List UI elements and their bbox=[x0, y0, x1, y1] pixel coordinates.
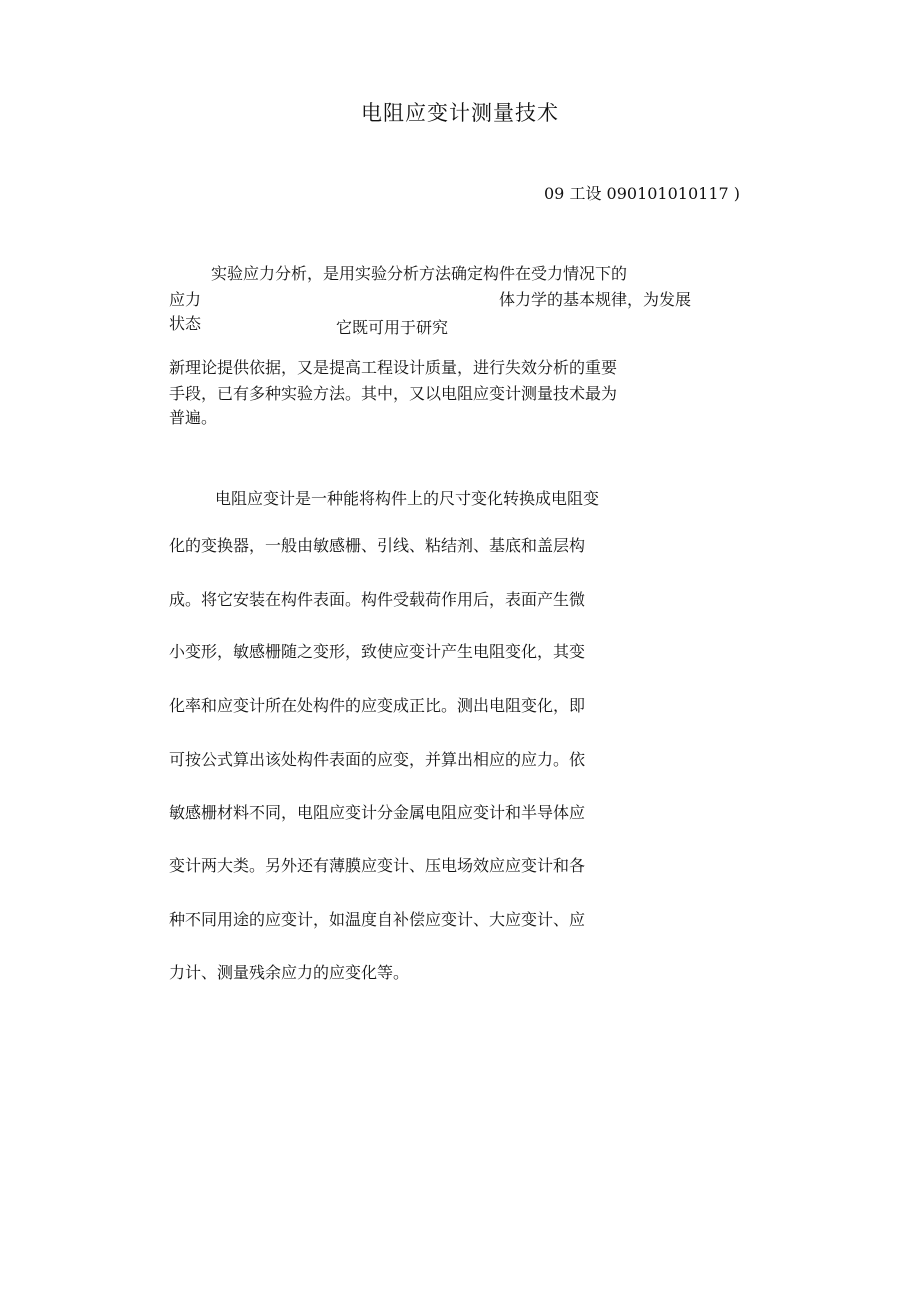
paragraph-line: 新理论提供依据，又是提高工程设计质量，进行失效分析的重要 bbox=[169, 358, 618, 377]
page-title: 电阻应变计测量技术 bbox=[361, 101, 559, 125]
intro-line: 它既可用于研究 bbox=[336, 318, 449, 337]
paragraph-line: 力计、测量残余应力的应变化等。 bbox=[169, 963, 410, 982]
intro-line: 体力学的基本规律，为发展 bbox=[499, 290, 692, 309]
paragraph-line: 成。将它安装在构件表面。构件受载荷作用后，表面产生微 bbox=[169, 590, 586, 609]
author-line: 09 工设 090101010117 ) bbox=[544, 184, 741, 203]
intro-line: 状态 bbox=[169, 314, 202, 333]
intro-line: 应力 bbox=[169, 290, 202, 309]
paragraph-line: 种不同用途的应变计，如温度自补偿应变计、大应变计、应 bbox=[169, 910, 586, 929]
intro-line: 实验应力分析，是用实验分析方法确定构件在受力情况下的 bbox=[211, 264, 628, 283]
paragraph-line: 化的变换器，一般由敏感栅、引线、粘结剂、基底和盖层构 bbox=[169, 536, 586, 555]
paragraph-line: 小变形，敏感栅随之变形，致使应变计产生电阻变化，其变 bbox=[169, 642, 586, 661]
paragraph-line: 电阻应变计是一种能将构件上的尺寸变化转换成电阻变 bbox=[215, 489, 600, 508]
paragraph-line: 敏感栅材料不同，电阻应变计分金属电阻应变计和半导体应 bbox=[169, 803, 586, 822]
paragraph-line: 可按公式算出该处构件表面的应变，并算出相应的应力。依 bbox=[169, 750, 586, 769]
paragraph-line: 变计两大类。另外还有薄膜应变计、压电场效应应变计和各 bbox=[169, 856, 586, 875]
paragraph-line: 化率和应变计所在处构件的应变成正比。测出电阻变化，即 bbox=[169, 696, 586, 715]
paragraph-line: 手段，已有多种实验方法。其中，又以电阻应变计测量技术最为 bbox=[169, 384, 618, 403]
paragraph-line: 普遍。 bbox=[169, 408, 218, 427]
